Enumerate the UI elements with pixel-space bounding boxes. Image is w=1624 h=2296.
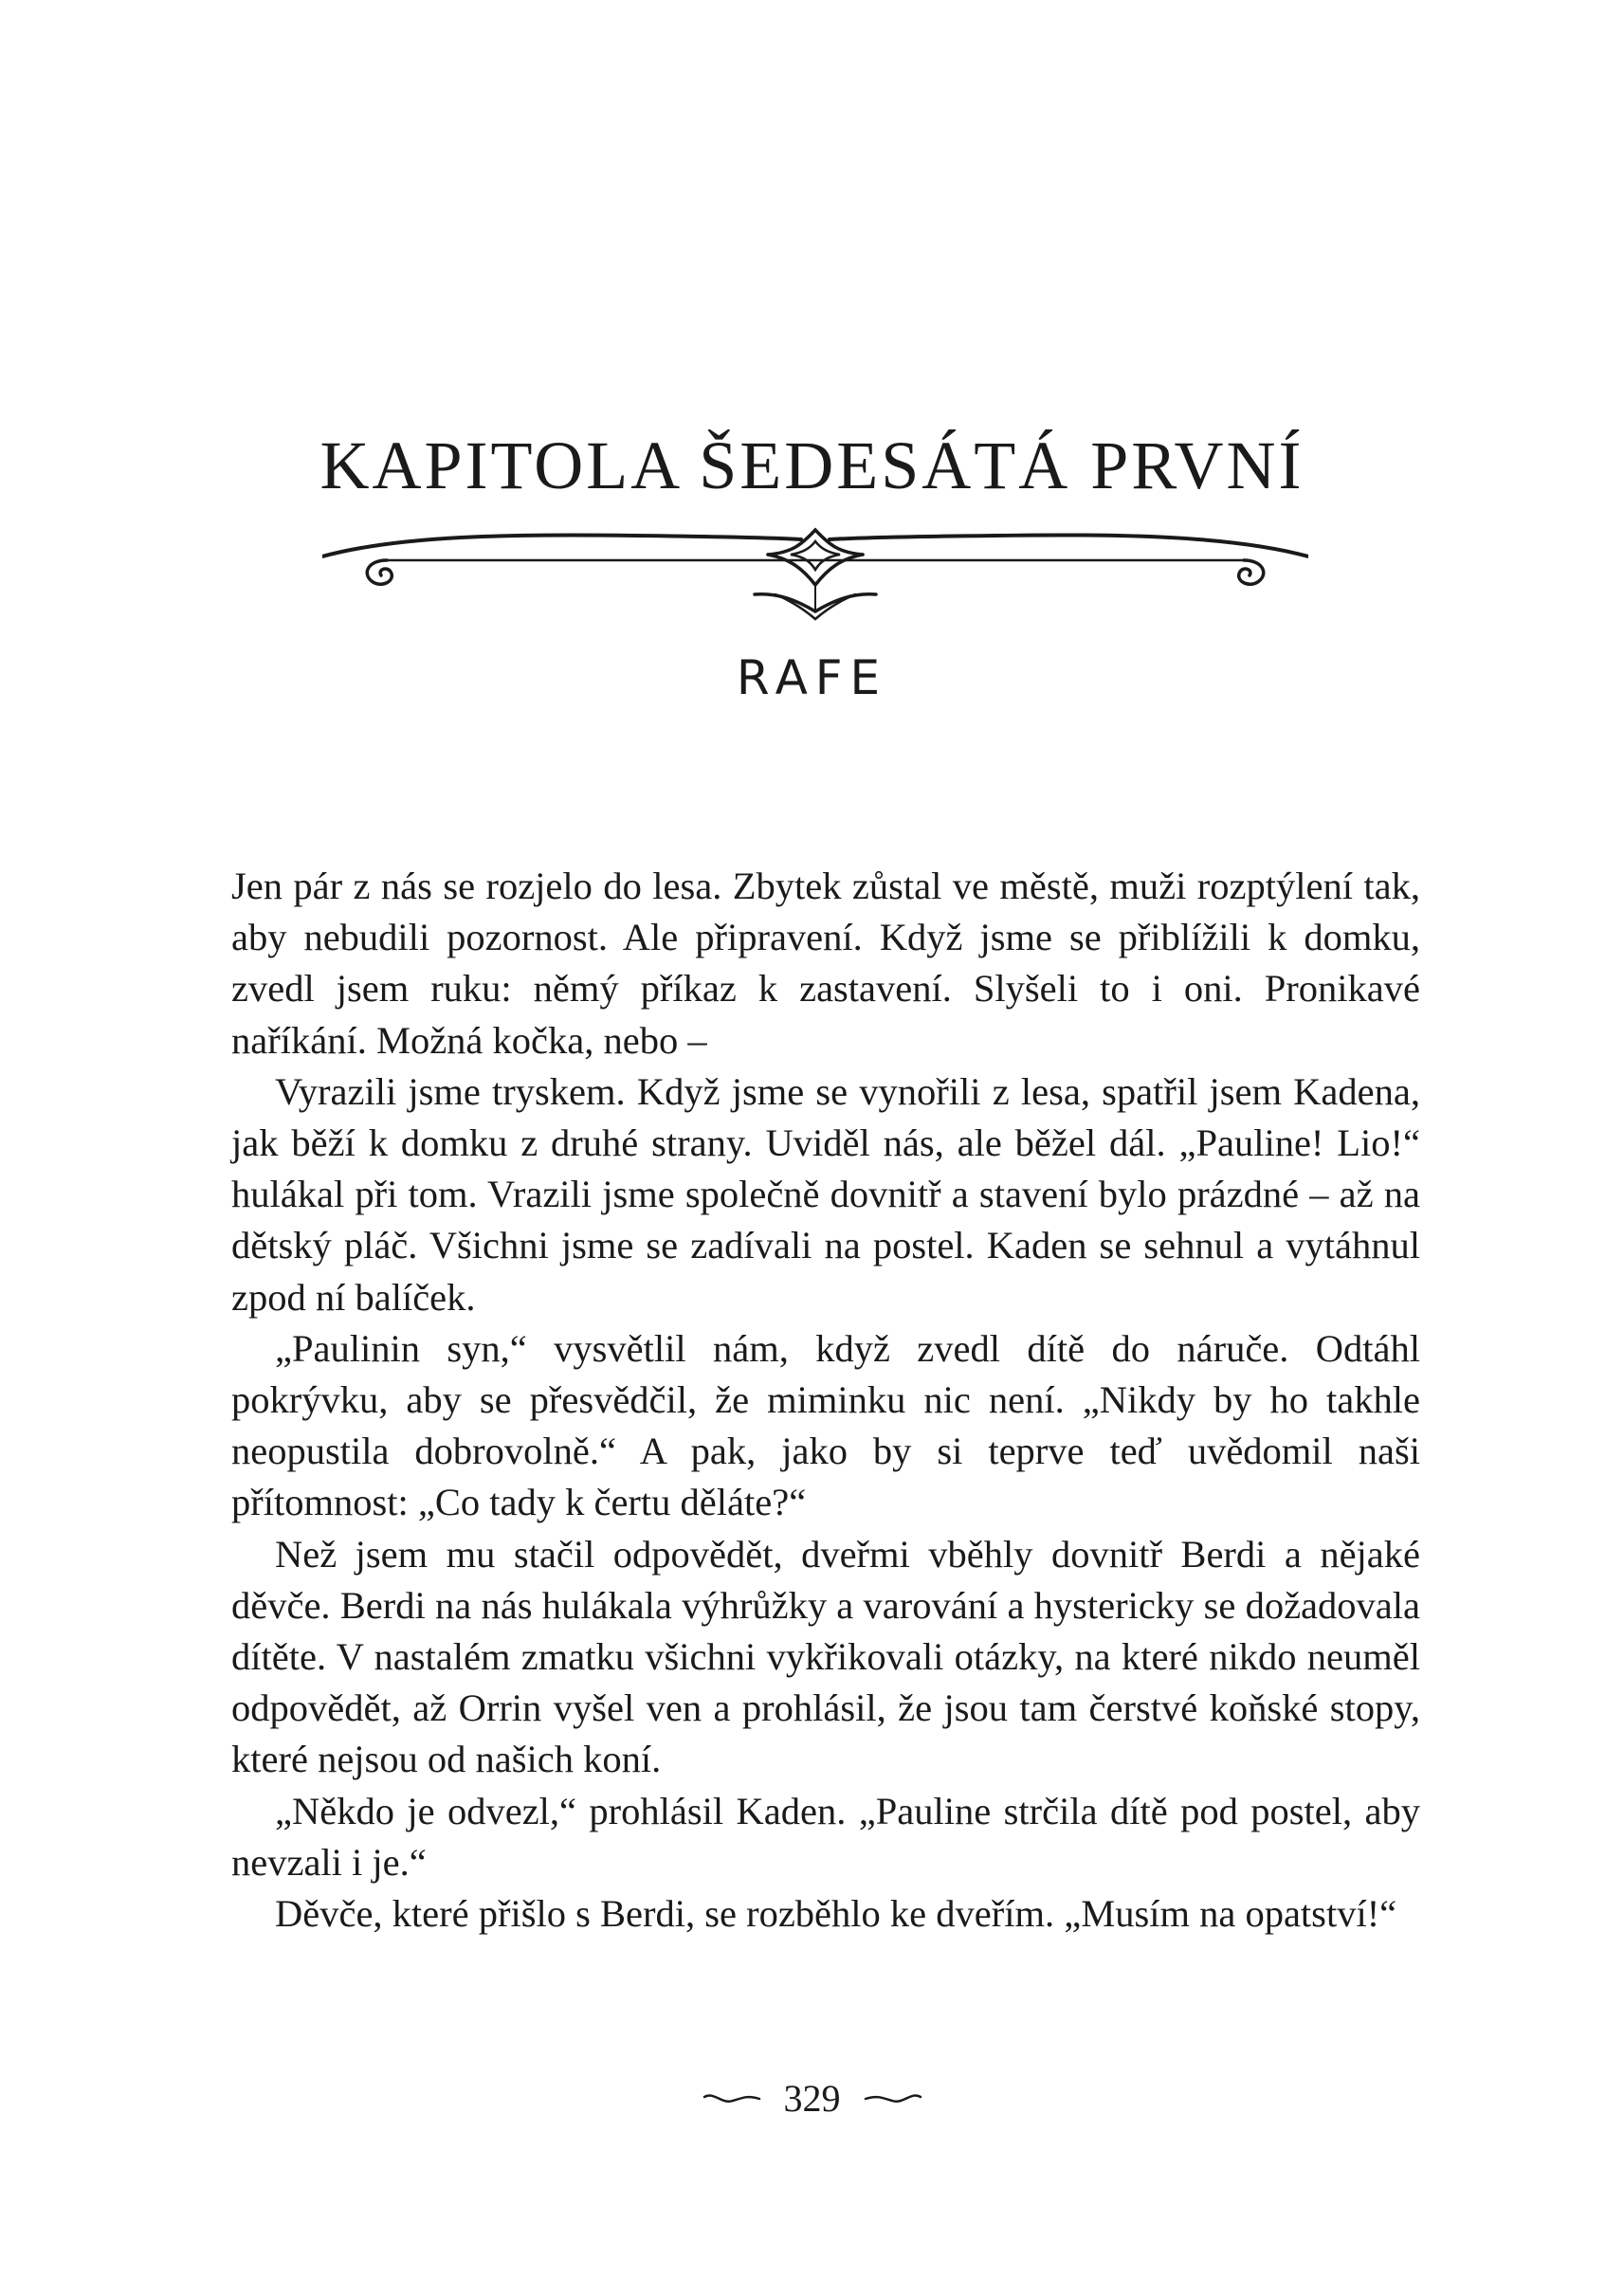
chapter-body [231, 861, 1420, 1940]
paragraph: „Někdo je odvezl,“ prohlásil Kaden. „Pauline strčila dítě pod postel, aby nevzali i je.“ [231, 1789, 1420, 1884]
chapter-title: KAPITOLA ŠEDESÁTÁ PRVNÍ [319, 428, 1305, 503]
swash-left-icon [701, 2089, 763, 2108]
paragraph: „Paulinin syn,“ vysvětlil nám, když zvedl dítě do náruče. Odtáhl pokrývku, aby se přesvědčil, že miminku nic není. „Nikdy by ho takhle neopustila dobrovolně.“ A pak, jako by si teprve teď uvědomil naši přítomnost: „Co tady k čertu děláte?“ [231, 1326, 1420, 1524]
chapter-ornament [322, 517, 1308, 630]
swash-right-icon [862, 2089, 924, 2108]
paragraph: Vyrazili jsme tryskem. Když jsme se vynořili z lesa, spatřil jsem Kadena, jak běží k domku z druhé strany. Uviděl nás, ale běžel dál. „Pauline! Lio!“ hulákal při tom. Vrazili jsme společně dovnitř a stavení bylo prázdné – až na dětský pláč. Všichni jsme se zadívali na postel. Kaden se sehnul a vytáhnul zpod ní balíček. [231, 1069, 1420, 1319]
paragraph: Než jsem mu stačil odpovědět, dveřmi vběhly dovnitř Berdi a nějaké děvče. Berdi na nás hulákala výhrůžky a varování a hystericky se dožadovala dítěte. V nastalém zmatku všichni vykřikovali otázky, na které nikdo neuměl odpovědět, až Orrin vyšel ven a prohlásil, že jsou tam čerstvé koňské stopy, které nejsou od našich koní. [231, 1532, 1420, 1781]
page-number: 329 [783, 2076, 841, 2120]
paragraph: Jen pár z nás se rozjelo do lesa. Zbytek zůstal ve městě, muži rozptýlení tak, aby nebudili pozornost. Ale připravení. Když jsme se přiblížili k domku, zvedl jsem ruku: němý příkaz k zastavení. Slyšeli to i oni. Pronikavé naříkání. Možná kočka, nebo – [231, 865, 1420, 1062]
narrator-name: RAFE [736, 650, 888, 705]
page-footer [0, 2076, 1624, 2118]
paragraph: Děvče, které přišlo s Berdi, se rozběhlo ke dveřím. „Musím na opatství!“ [275, 1892, 1397, 1936]
